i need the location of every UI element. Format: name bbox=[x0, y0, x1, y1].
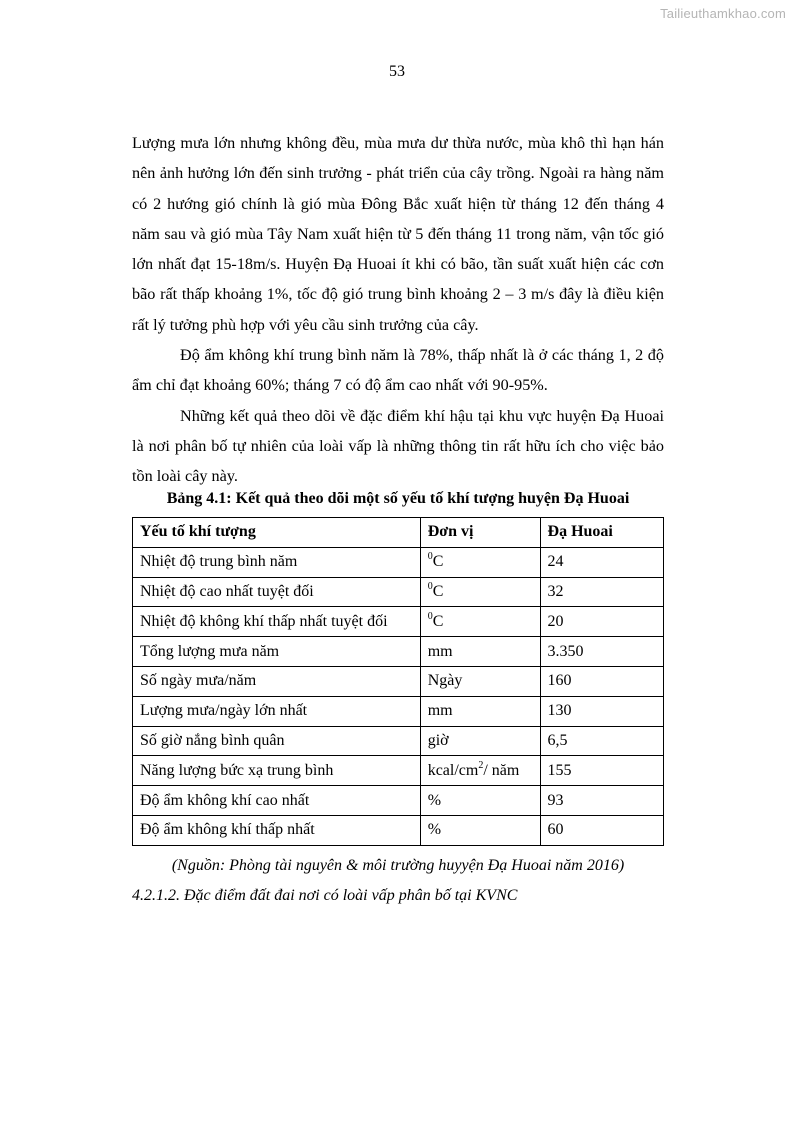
paragraph-rainfall-wind: Lượng mưa lớn nhưng không đều, mùa mưa dư thừa nước, mùa khô thì hạn hán nên ảnh hưởng lớn đến sinh trưởng - phát triển của cây trồng. Ngoài ra hàng năm có 2 hướng gió chính là gió mùa Đông Bắc xuất hiện từ tháng 12 đến tháng 4 năm sau và gió mùa Tây Nam xuất hiện từ 5 đến tháng 11 trong năm, vận tốc gió lớn nhất đạt 15-18m/s. Huyện Đạ Huoai ít khi có bão, tần suất xuất hiện các cơn bão rất thấp khoảng 1%, tốc độ gió trung bình khoảng 2 – 3 m/s đây là điều kiện rất lý tưởng phù hợp với yêu cầu sinh trưởng của cây. bbox=[132, 134, 664, 334]
paragraph-climate-conclusion: Những kết quả theo dõi về đặc điểm khí hậu tại khu vực huyện Đạ Huoai là nơi phân bố tự nhiên của loài vấp là những thông tin rất hữu ích cho việc bảo tồn loài cây này. bbox=[132, 406, 664, 486]
cell-unit bbox=[420, 607, 540, 637]
cell-factor: Số giờ nắng bình quân bbox=[133, 726, 421, 756]
cell-value: 130 bbox=[540, 696, 663, 726]
cell-value: 3.350 bbox=[540, 637, 663, 667]
unit-superscript: 0 bbox=[427, 580, 433, 592]
unit-text: mm bbox=[427, 702, 453, 720]
cell-unit bbox=[420, 696, 540, 726]
unit-text: giờ bbox=[427, 731, 449, 749]
header-factor: Yếu tố khí tượng bbox=[133, 518, 421, 548]
cell-unit bbox=[420, 726, 540, 756]
table-row bbox=[133, 815, 664, 845]
cell-factor: Số ngày mưa/năm bbox=[133, 666, 421, 696]
header-value: Đạ Huoai bbox=[540, 518, 663, 548]
cell-factor: Nhiệt độ trung bình năm bbox=[133, 547, 421, 577]
table-row bbox=[133, 696, 664, 726]
cell-value: 20 bbox=[540, 607, 663, 637]
cell-unit bbox=[420, 815, 540, 845]
cell-value: 160 bbox=[540, 666, 663, 696]
cell-factor: Năng lượng bức xạ trung bình bbox=[133, 756, 421, 786]
unit-exponent: 2 bbox=[478, 759, 484, 771]
table-body bbox=[133, 547, 664, 845]
cell-unit bbox=[420, 547, 540, 577]
cell-unit bbox=[420, 786, 540, 816]
cell-value: 155 bbox=[540, 756, 663, 786]
unit-text: % bbox=[427, 791, 442, 809]
unit-text: kcal/cm bbox=[427, 761, 479, 779]
cell-unit bbox=[420, 577, 540, 607]
unit-superscript: 0 bbox=[427, 610, 433, 622]
header-unit: Đơn vị bbox=[420, 518, 540, 548]
cell-factor: Nhiệt độ không khí thấp nhất tuyệt đối bbox=[133, 607, 421, 637]
table-row bbox=[133, 547, 664, 577]
table-row bbox=[133, 577, 664, 607]
unit-superscript: 0 bbox=[427, 551, 433, 563]
cell-value: 60 bbox=[540, 815, 663, 845]
cell-value: 32 bbox=[540, 577, 663, 607]
cell-factor: Độ ẩm không khí thấp nhất bbox=[133, 815, 421, 845]
table-row bbox=[133, 607, 664, 637]
table-row bbox=[133, 726, 664, 756]
table-source-note: (Nguồn: Phòng tài nguyên & môi trường huyyện Đạ Huoai năm 2016) bbox=[171, 857, 625, 874]
unit-text: mm bbox=[427, 642, 453, 660]
body-text bbox=[132, 128, 664, 492]
cell-value: 24 bbox=[540, 547, 663, 577]
cell-value: 93 bbox=[540, 786, 663, 816]
table-row bbox=[133, 756, 664, 786]
meteorology-table bbox=[132, 517, 664, 846]
unit-text: C bbox=[432, 582, 444, 600]
unit-text: C bbox=[432, 553, 444, 571]
cell-factor: Nhiệt độ cao nhất tuyệt đối bbox=[133, 577, 421, 607]
section-heading: 4.2.1.2. Đặc điểm đất đai nơi có loài vấp phân bố tại KVNC bbox=[132, 887, 518, 904]
table-header-row bbox=[133, 518, 664, 548]
cell-factor: Tổng lượng mưa năm bbox=[133, 637, 421, 667]
cell-factor: Lượng mưa/ngày lớn nhất bbox=[133, 696, 421, 726]
cell-unit bbox=[420, 756, 540, 786]
watermark: Tailieuthamkhao.com bbox=[660, 6, 786, 21]
paragraph-humidity: Độ ẩm không khí trung bình năm là 78%, thấp nhất là ở các tháng 1, 2 độ ẩm chỉ đạt khoảng 60%; tháng 7 có độ ẩm cao nhất với 90-95%. bbox=[132, 346, 664, 395]
cell-factor: Độ ẩm không khí cao nhất bbox=[133, 786, 421, 816]
page-number: 53 bbox=[389, 63, 405, 80]
table-caption: Bảng 4.1: Kết quả theo dõi một số yếu tố khí tượng huyện Đạ Huoai bbox=[166, 490, 630, 507]
cell-value: 6,5 bbox=[540, 726, 663, 756]
cell-unit bbox=[420, 637, 540, 667]
unit-text: C bbox=[432, 612, 444, 630]
table-row bbox=[133, 637, 664, 667]
unit-text: Ngày bbox=[427, 672, 463, 690]
table-row bbox=[133, 786, 664, 816]
cell-unit bbox=[420, 666, 540, 696]
unit-suffix: / năm bbox=[483, 761, 520, 779]
unit-text: % bbox=[427, 821, 442, 839]
table-row bbox=[133, 666, 664, 696]
